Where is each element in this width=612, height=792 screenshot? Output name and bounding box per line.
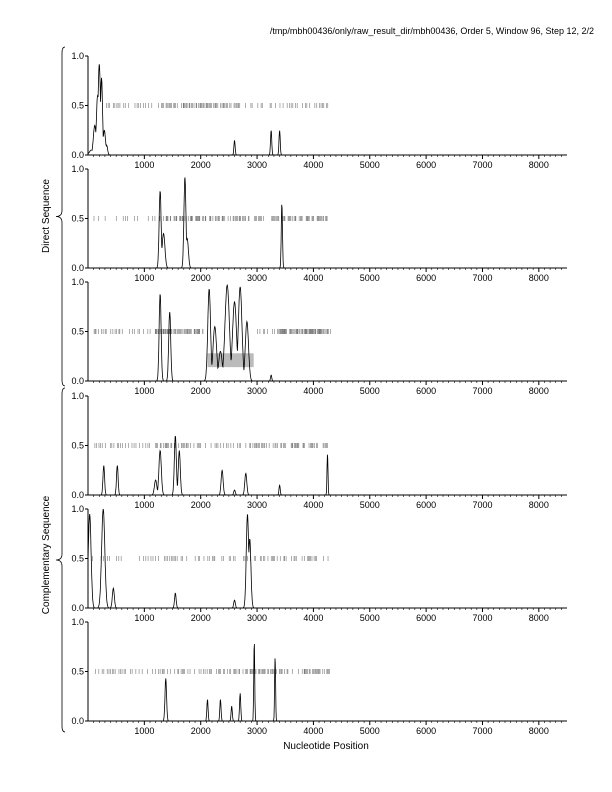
- panel-4: [71, 391, 567, 510]
- x-tick-label: 4000: [303, 500, 324, 510]
- x-tick-label: 6000: [416, 726, 437, 736]
- x-tick-label: 1000: [134, 726, 155, 736]
- x-tick-label: 2000: [190, 613, 211, 623]
- x-tick-label: 5000: [359, 273, 380, 283]
- x-tick-label: 2000: [190, 273, 211, 283]
- x-tick-label: 4000: [303, 160, 324, 170]
- x-tick-label: 8000: [528, 273, 549, 283]
- panel-1: [71, 51, 567, 170]
- series-line: [88, 644, 567, 721]
- series-line: [88, 509, 567, 608]
- y-tick-label: 0.0: [71, 263, 84, 273]
- x-tick-label: 2000: [190, 726, 211, 736]
- x-tick-label: 3000: [247, 160, 268, 170]
- y-tick-label: 0.5: [71, 326, 84, 337]
- y-tick-label: 0.0: [71, 490, 84, 500]
- x-tick-label: 6000: [416, 500, 437, 510]
- y-tick-label: 0.0: [71, 603, 84, 613]
- panel-3: [71, 277, 567, 396]
- panel-6: [71, 617, 567, 736]
- x-axis-label: Nucleotide Position: [283, 741, 369, 752]
- y-tick-label: 1.0: [71, 51, 84, 61]
- x-tick-label: 6000: [416, 613, 437, 623]
- x-tick-label: 2000: [190, 500, 211, 510]
- group-bracket: [56, 388, 65, 732]
- x-tick-label: 1000: [134, 500, 155, 510]
- x-tick-label: 3000: [247, 386, 268, 396]
- x-tick-label: 3000: [247, 500, 268, 510]
- x-tick-label: 2000: [190, 160, 211, 170]
- x-tick-label: 1000: [134, 613, 155, 623]
- group-brackets: [56, 47, 65, 732]
- panel-2: [71, 164, 567, 283]
- x-tick-label: 3000: [247, 613, 268, 623]
- y-tick-label: 0.5: [71, 100, 84, 111]
- header-title: /tmp/mbh00436/only/raw_result_dir/mbh00436, Order 5, Window 96, Step 12, 2/2: [269, 26, 594, 36]
- x-tick-label: 6000: [416, 160, 437, 170]
- series-line: [88, 64, 567, 155]
- y-tick-label: 0.0: [71, 376, 84, 386]
- x-tick-label: 1000: [134, 160, 155, 170]
- x-tick-label: 5000: [359, 386, 380, 396]
- x-tick-label: 8000: [528, 613, 549, 623]
- y-tick-label: 0.5: [71, 666, 84, 677]
- x-tick-label: 8000: [528, 386, 549, 396]
- x-tick-label: 4000: [303, 613, 324, 623]
- x-tick-label: 3000: [247, 273, 268, 283]
- y-tick-label: 1.0: [71, 164, 84, 174]
- y-tick-label: 1.0: [71, 504, 84, 514]
- x-tick-label: 2000: [190, 386, 211, 396]
- x-tick-label: 5000: [359, 613, 380, 623]
- x-tick-label: 1000: [134, 273, 155, 283]
- x-tick-label: 7000: [472, 613, 493, 623]
- x-tick-label: 7000: [472, 726, 493, 736]
- panels: [71, 51, 567, 736]
- y-tick-label: 1.0: [71, 617, 84, 627]
- x-tick-label: 3000: [247, 726, 268, 736]
- x-tick-label: 8000: [528, 500, 549, 510]
- x-tick-label: 7000: [472, 386, 493, 396]
- y-tick-label: 0.0: [71, 716, 84, 726]
- x-tick-label: 4000: [303, 386, 324, 396]
- group-bracket: [56, 47, 65, 386]
- x-tick-label: 7000: [472, 273, 493, 283]
- x-tick-label: 6000: [416, 273, 437, 283]
- panel-5: [71, 504, 567, 623]
- x-tick-label: 5000: [359, 500, 380, 510]
- y-tick-label: 1.0: [71, 277, 84, 287]
- y-tick-label: 0.5: [71, 213, 84, 224]
- x-tick-label: 5000: [359, 726, 380, 736]
- x-tick-label: 8000: [528, 726, 549, 736]
- x-tick-label: 8000: [528, 160, 549, 170]
- x-tick-label: 6000: [416, 386, 437, 396]
- x-tick-label: 7000: [472, 500, 493, 510]
- x-tick-label: 1000: [134, 386, 155, 396]
- group-label-complementary: Complementary Sequence: [41, 495, 52, 615]
- x-tick-label: 7000: [472, 160, 493, 170]
- y-tick-label: 0.5: [71, 440, 84, 451]
- y-tick-label: 0.0: [71, 150, 84, 160]
- x-tick-label: 4000: [303, 726, 324, 736]
- series-line: [88, 178, 567, 269]
- y-tick-label: 1.0: [71, 391, 84, 401]
- y-tick-label: 0.5: [71, 553, 84, 564]
- x-tick-label: 5000: [359, 160, 380, 170]
- x-tick-label: 4000: [303, 273, 324, 283]
- group-label-direct: Direct Sequence: [41, 179, 52, 253]
